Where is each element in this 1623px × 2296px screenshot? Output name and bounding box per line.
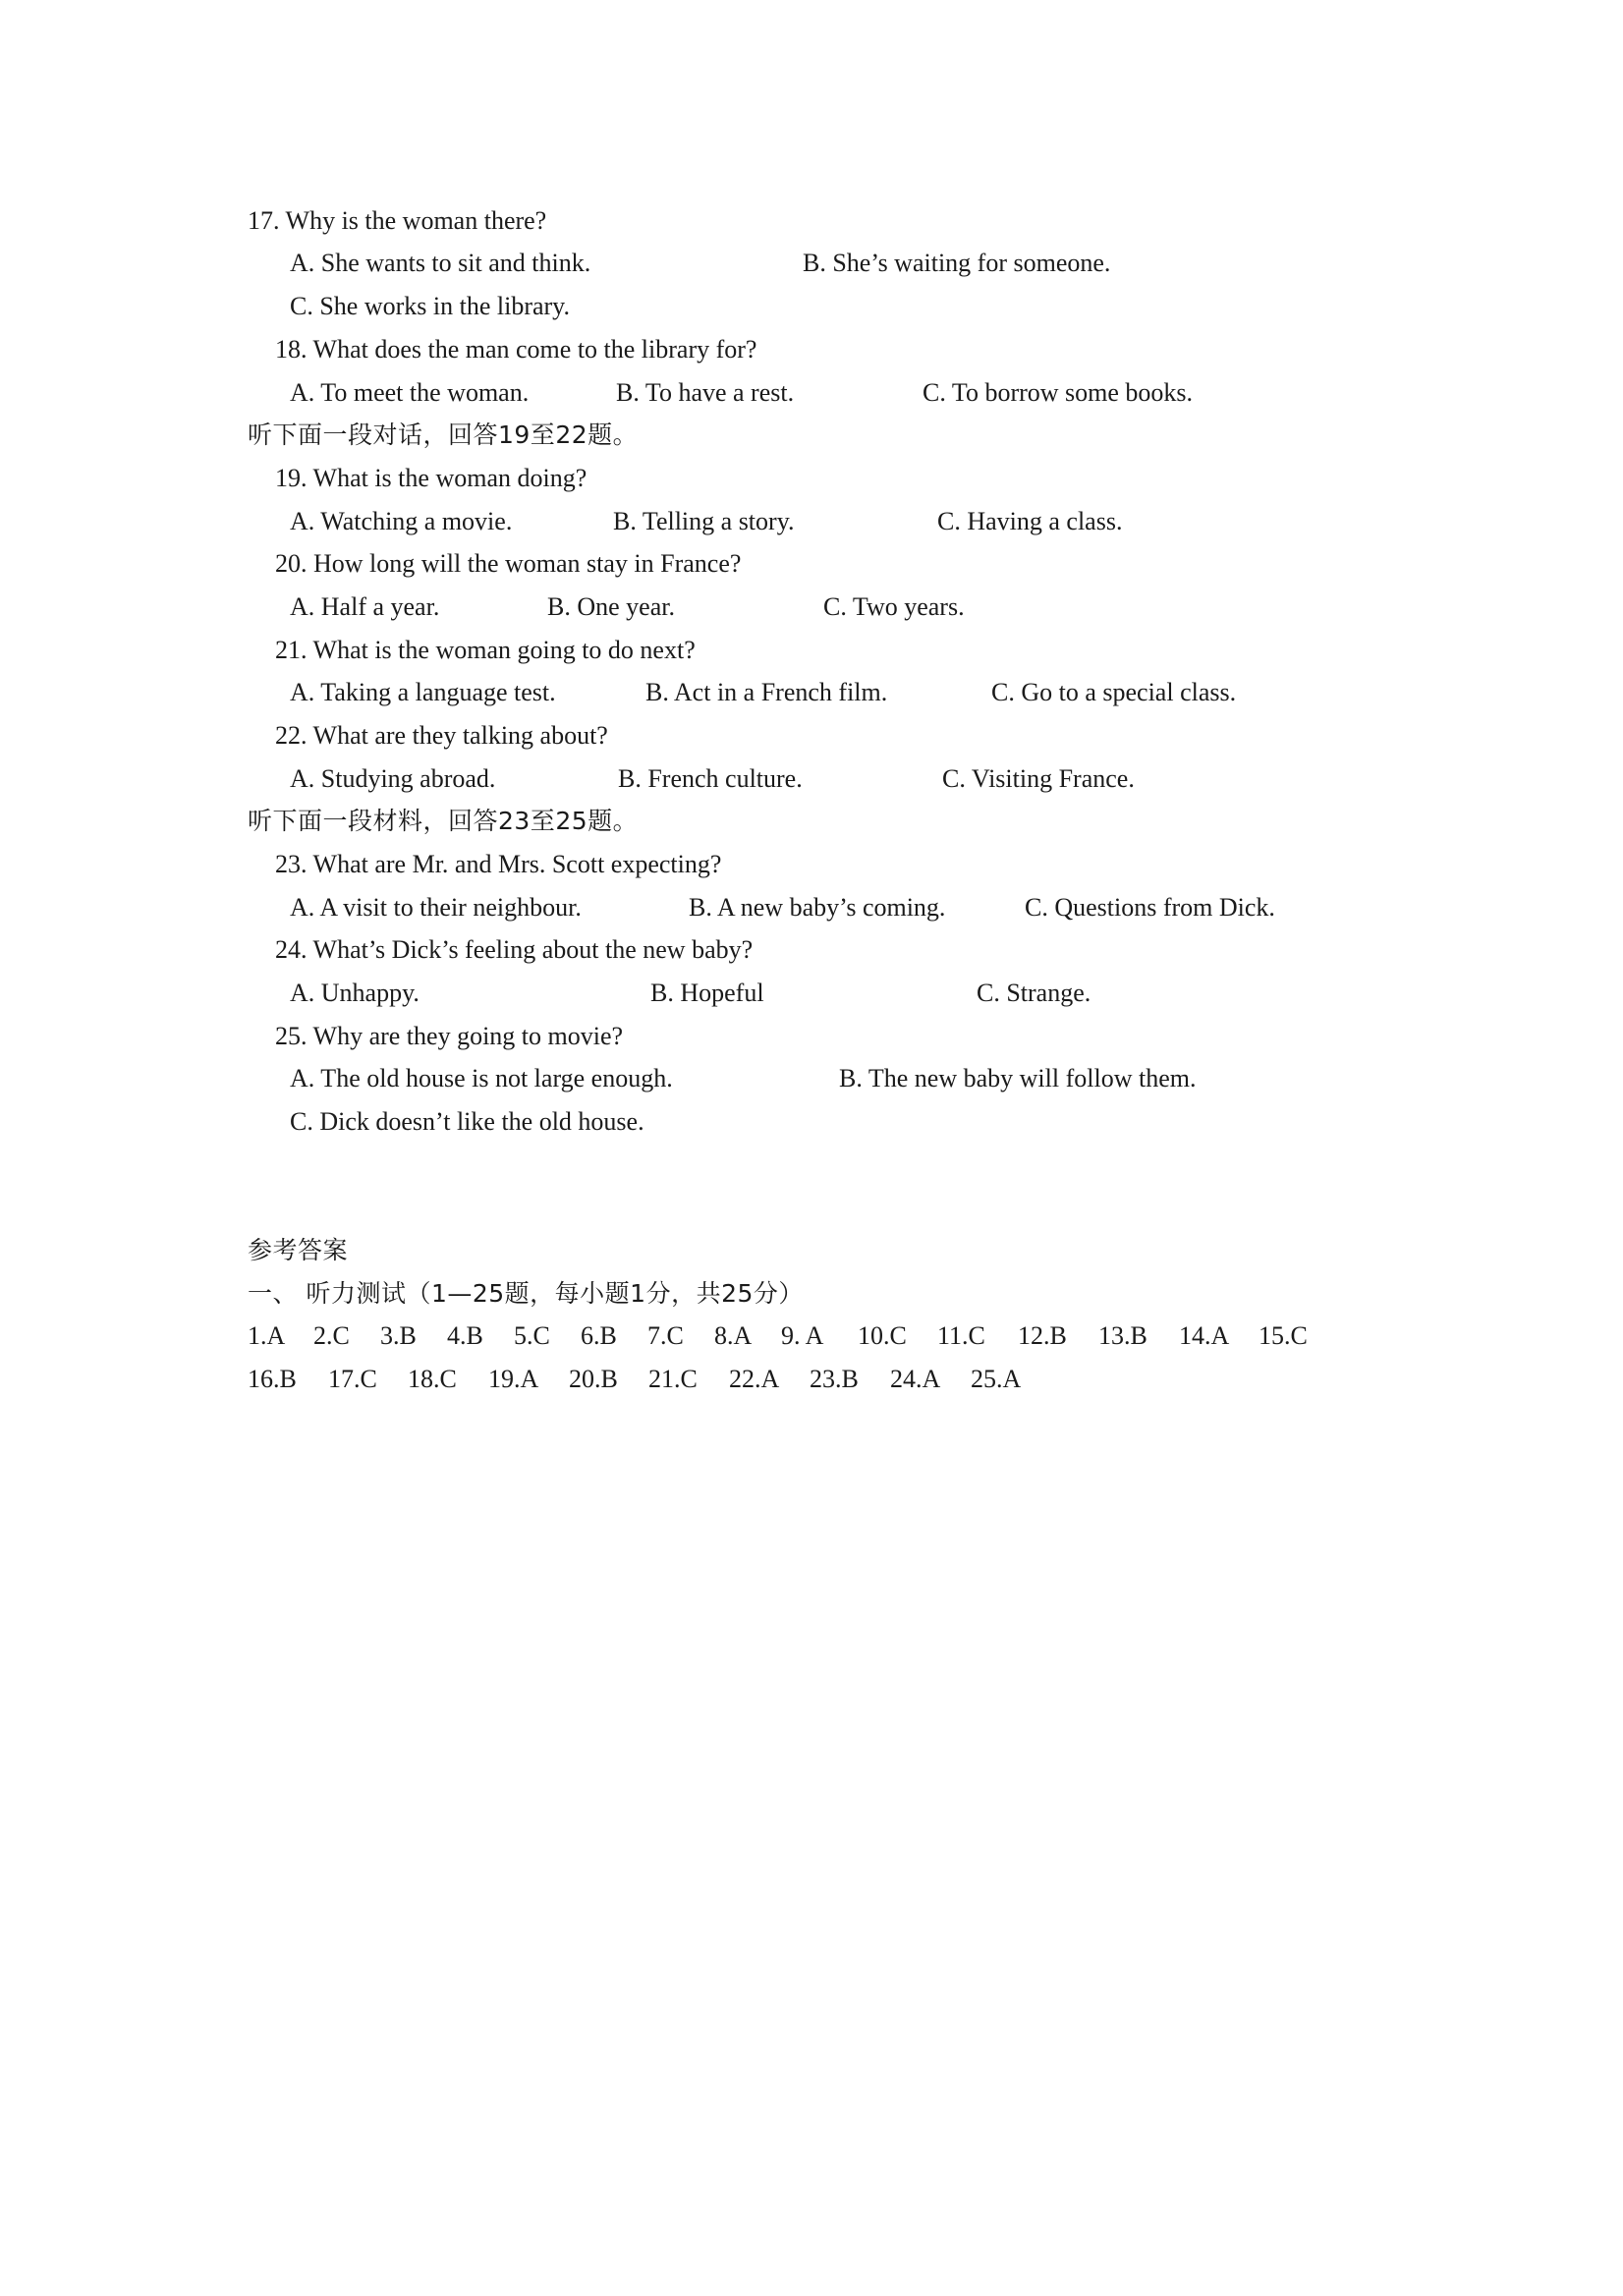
answer-item: 23.B	[810, 1365, 859, 1393]
answer-item: 22.A	[729, 1365, 780, 1393]
answer-item: 14.A	[1179, 1321, 1230, 1350]
question-23-stem: 23. What are Mr. and Mrs. Scott expecting?	[275, 850, 722, 878]
answer-item: 17.C	[328, 1365, 377, 1393]
answer-item: 1.A	[248, 1321, 286, 1350]
answer-item: 16.B	[248, 1365, 297, 1393]
answer-item: 8.A	[714, 1321, 753, 1350]
answer-key-title: 参考答案	[248, 1236, 349, 1264]
question-24-stem: 24. What’s Dick’s feeling about the new baby?	[275, 935, 754, 964]
instruction-dialogue-19-22: 听下面一段对话，回答19至22题。	[248, 420, 639, 449]
answer-item: 13.B	[1098, 1321, 1147, 1350]
question-21-option-b: B. Act in a French film.	[645, 678, 888, 706]
question-23-option-c: C. Questions from Dick.	[1025, 893, 1275, 922]
answer-key-section-heading: 一、 听力测试（1—25题，每小题1分，共25分）	[248, 1279, 804, 1308]
answer-item: 7.C	[647, 1321, 684, 1350]
question-18-option-c: C. To borrow some books.	[923, 378, 1194, 407]
question-18-option-b: B. To have a rest.	[616, 378, 795, 407]
answer-item: 18.C	[408, 1365, 457, 1393]
answer-item: 19.A	[488, 1365, 539, 1393]
question-20-option-a: A. Half a year.	[290, 592, 440, 621]
answer-item: 24.A	[890, 1365, 941, 1393]
question-21-stem: 21. What is the woman going to do next?	[275, 636, 696, 664]
question-24-option-c: C. Strange.	[977, 979, 1091, 1007]
question-23-option-b: B. A new baby’s coming.	[689, 893, 946, 922]
question-25-option-b: B. The new baby will follow them.	[839, 1064, 1197, 1092]
question-22-option-b: B. French culture.	[618, 764, 803, 793]
question-19-option-a: A. Watching a movie.	[290, 507, 513, 535]
answer-item: 21.C	[648, 1365, 698, 1393]
question-24-option-b: B. Hopeful	[650, 979, 764, 1007]
question-22-option-c: C. Visiting France.	[942, 764, 1135, 793]
answer-item: 3.B	[380, 1321, 417, 1350]
question-19-stem: 19. What is the woman doing?	[275, 464, 588, 492]
question-25-stem: 25. Why are they going to movie?	[275, 1022, 624, 1050]
question-20-stem: 20. How long will the woman stay in France?	[275, 549, 742, 578]
answer-item: 9. A	[781, 1321, 824, 1350]
answer-item: 20.B	[569, 1365, 618, 1393]
question-23-option-a: A. A visit to their neighbour.	[290, 893, 582, 922]
answer-item: 11.C	[937, 1321, 985, 1350]
question-22-option-a: A. Studying abroad.	[290, 764, 496, 793]
answer-item: 6.B	[581, 1321, 617, 1350]
question-20-option-b: B. One year.	[547, 592, 675, 621]
question-18-option-a: A. To meet the woman.	[290, 378, 530, 407]
question-17-option-b: B. She’s waiting for someone.	[803, 249, 1111, 277]
answer-item: 12.B	[1018, 1321, 1067, 1350]
question-24-option-a: A. Unhappy.	[290, 979, 420, 1007]
question-18-stem: 18. What does the man come to the library for?	[275, 335, 757, 364]
answer-item: 10.C	[858, 1321, 907, 1350]
question-17-option-a: A. She wants to sit and think.	[290, 249, 591, 277]
answer-item: 5.C	[514, 1321, 550, 1350]
question-17-stem: 17. Why is the woman there?	[248, 206, 547, 235]
question-21-option-a: A. Taking a language test.	[290, 678, 556, 706]
answer-item: 2.C	[313, 1321, 350, 1350]
question-25-option-c: C. Dick doesn’t like the old house.	[290, 1107, 644, 1136]
question-25-option-a: A. The old house is not large enough.	[290, 1064, 673, 1092]
question-19-option-c: C. Having a class.	[937, 507, 1123, 535]
instruction-material-23-25: 听下面一段材料，回答23至25题。	[248, 807, 639, 835]
answer-item: 25.A	[971, 1365, 1022, 1393]
question-22-stem: 22. What are they talking about?	[275, 721, 608, 750]
answer-item: 15.C	[1259, 1321, 1308, 1350]
question-20-option-c: C. Two years.	[823, 592, 965, 621]
question-19-option-b: B. Telling a story.	[613, 507, 795, 535]
answer-item: 4.B	[447, 1321, 483, 1350]
question-17-option-c: C. She works in the library.	[290, 292, 570, 320]
question-21-option-c: C. Go to a special class.	[991, 678, 1237, 706]
